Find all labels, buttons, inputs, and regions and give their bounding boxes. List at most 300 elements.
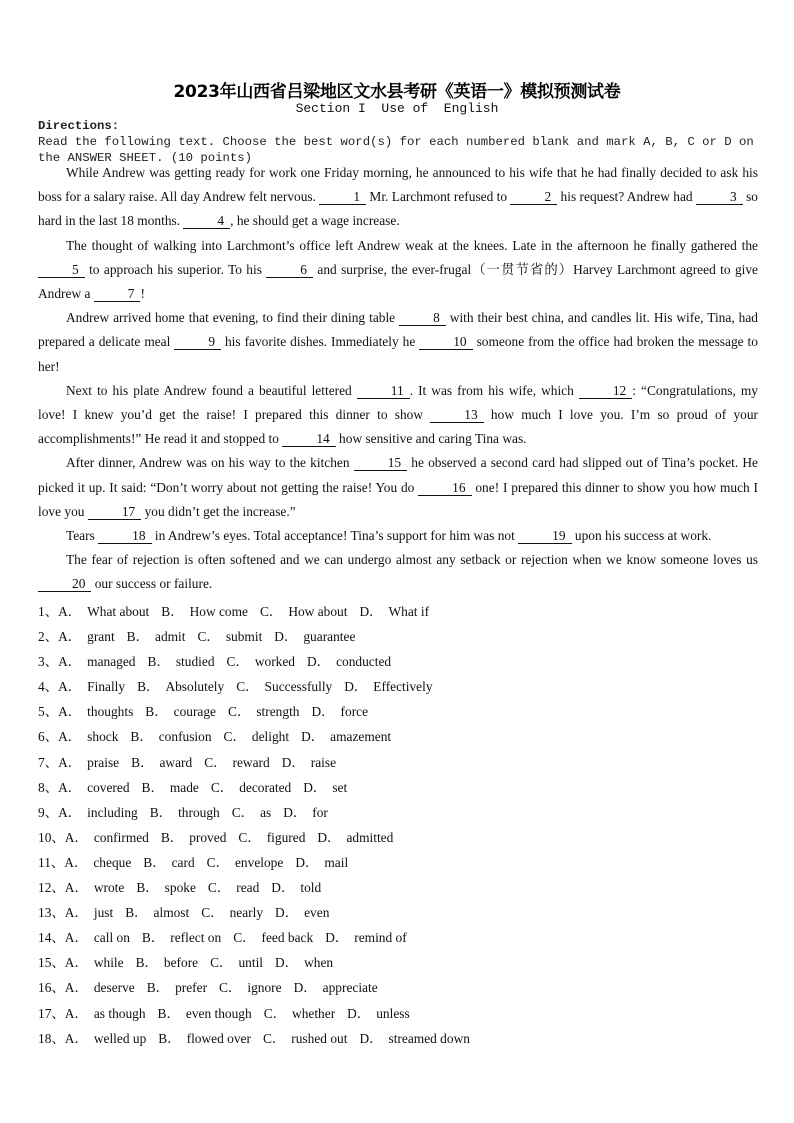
option-letter: A．: [58, 704, 82, 720]
option-text: submit: [225, 629, 263, 645]
option-text: How come: [189, 604, 248, 619]
text: his request? Andrew had: [557, 189, 696, 205]
blank-16: 16: [418, 480, 471, 496]
option-letter: C．: [263, 1005, 287, 1021]
option-text: feed back: [261, 930, 314, 946]
question-number: 13、: [38, 905, 65, 921]
question-item: [38, 699, 758, 724]
reading-passage: [38, 161, 758, 597]
option-text: streamed down: [388, 1030, 470, 1046]
option-a: [65, 830, 149, 845]
paragraph-6: [38, 524, 758, 548]
option-letter: B．: [130, 729, 153, 745]
blank-3: 3: [696, 189, 743, 205]
option-text: studied: [175, 654, 215, 670]
option-letter: D．: [359, 1030, 383, 1046]
option-c: [227, 654, 296, 669]
option-text: appreciate: [322, 980, 378, 996]
paragraph-1: [38, 161, 758, 234]
question-item: [38, 825, 758, 850]
option-letter: D．: [271, 880, 295, 896]
option-text: guarantee: [303, 629, 356, 645]
option-b: [127, 629, 186, 644]
option-b: [161, 830, 227, 845]
option-letter: C．: [228, 704, 251, 720]
option-letter: C．: [226, 654, 249, 670]
option-c: [228, 704, 299, 719]
option-d: [295, 855, 348, 870]
question-item: [38, 599, 758, 624]
option-text: as: [260, 804, 272, 820]
option-a: [65, 905, 113, 920]
option-a: [58, 729, 118, 744]
option-a: [65, 955, 124, 970]
text: While Andrew was getting ready for work one Friday morning, he announced to his wife that he had finally decided to ask his boss for a salary raise. All day Andrew felt nervous.: [38, 165, 758, 205]
text: our success or failure.: [91, 576, 213, 592]
question-number: 14、: [38, 930, 65, 946]
option-letter: A．: [64, 980, 88, 996]
question-number: 12、: [38, 880, 65, 896]
option-c: [264, 1006, 335, 1021]
option-b: [142, 780, 199, 795]
option-a: [58, 629, 115, 644]
option-c: [207, 855, 284, 870]
option-d: [271, 880, 321, 895]
option-letter: D．: [274, 629, 298, 645]
option-d: [344, 679, 432, 694]
option-letter: C．: [238, 829, 261, 845]
blank-6: 6: [266, 262, 313, 278]
option-letter: B．: [149, 804, 173, 820]
question-item: [38, 649, 758, 674]
question-number: 5、: [38, 704, 59, 720]
blank-12: 12: [579, 383, 632, 399]
option-letter: D．: [275, 955, 299, 971]
option-text: reward: [232, 754, 270, 770]
option-letter: A．: [58, 679, 82, 695]
option-b: [145, 704, 216, 719]
option-letter: B．: [145, 704, 168, 720]
option-d: [317, 830, 393, 845]
option-text: made: [169, 779, 199, 795]
blank-2: 2: [510, 189, 557, 205]
option-letter: D．: [307, 654, 331, 670]
blank-9: 9: [174, 334, 221, 350]
option-letter: B．: [125, 905, 148, 921]
blank-5: 5: [38, 262, 85, 278]
option-letter: C．: [197, 629, 220, 645]
option-letter: A．: [64, 1005, 88, 1021]
option-letter: B．: [147, 654, 170, 670]
option-c: [260, 604, 347, 619]
text: Mr. Larchmont refused to: [366, 189, 511, 205]
option-c: [204, 755, 270, 770]
paragraph-7: [38, 548, 758, 596]
option-text: including: [87, 804, 138, 820]
option-text: nearly: [229, 905, 264, 921]
option-d: [347, 1006, 410, 1021]
option-text: for: [312, 804, 328, 820]
question-number: 16、: [38, 980, 65, 996]
option-text: raise: [310, 754, 337, 770]
option-text: force: [340, 704, 369, 720]
option-text: flowed over: [186, 1030, 251, 1046]
option-text: card: [171, 854, 195, 870]
option-text: prefer: [175, 980, 208, 996]
question-number: 10、: [38, 829, 65, 845]
blank-4: 4: [183, 213, 230, 229]
option-letter: C．: [262, 1030, 286, 1046]
option-text: remind of: [354, 930, 407, 946]
blank-17: 17: [88, 504, 141, 520]
question-item: [38, 900, 758, 925]
option-c: [210, 955, 263, 970]
option-letter: D．: [303, 779, 327, 795]
text: in Andrew’s eyes. Total acceptance! Tina’s support for him was not: [151, 528, 519, 544]
question-number: 9、: [38, 804, 59, 820]
paragraph-4: [38, 379, 758, 452]
question-item: [38, 975, 758, 1000]
option-d: [275, 955, 333, 970]
text: someone from the office had broken the message to her!: [38, 334, 758, 374]
question-item: [38, 800, 758, 825]
option-text: read: [236, 880, 260, 896]
option-text: amazement: [330, 729, 392, 745]
option-b: [161, 604, 248, 619]
option-b: [142, 930, 221, 945]
section-subtitle: Section I Use of English: [295, 101, 499, 116]
option-a: [58, 780, 129, 795]
option-letter: B．: [146, 980, 170, 996]
option-text: mail: [324, 854, 349, 870]
option-letter: A．: [58, 754, 82, 770]
option-text: told: [300, 880, 322, 896]
option-letter: C．: [231, 804, 255, 820]
text: you didn’t get the increase.”: [141, 503, 296, 519]
option-text: decorated: [239, 779, 292, 795]
option-text: What about: [87, 604, 150, 619]
option-text: when: [304, 955, 334, 971]
option-text: award: [159, 754, 193, 770]
option-letter: D．: [275, 905, 299, 921]
option-text: praise: [87, 754, 120, 770]
option-text: while: [93, 955, 124, 971]
text: one! I prepared this dinner to show you how much I love you: [38, 479, 759, 519]
option-letter: D．: [293, 980, 317, 996]
option-b: [131, 755, 192, 770]
option-letter: C．: [201, 905, 224, 921]
option-letter: D．: [317, 829, 341, 845]
option-letter: D．: [347, 1005, 371, 1021]
option-letter: C．: [206, 854, 229, 870]
option-text: envelope: [234, 854, 284, 870]
option-c: [208, 880, 259, 895]
question-number: 4、: [38, 679, 59, 695]
option-text: even though: [185, 1005, 252, 1021]
option-text: Absolutely: [165, 679, 225, 695]
option-c: [233, 930, 313, 945]
option-letter: D．: [325, 930, 349, 946]
directions-label: Directions:: [38, 119, 120, 133]
option-text: Effectively: [373, 679, 433, 695]
option-letter: C．: [223, 729, 246, 745]
option-text: figured: [266, 829, 306, 845]
option-d: [311, 704, 368, 719]
option-a: [65, 980, 135, 995]
option-text: spoke: [164, 880, 196, 896]
option-a: [65, 1006, 146, 1021]
text: Andrew arrived home that evening, to find their dining table: [66, 310, 400, 326]
option-text: strength: [256, 704, 300, 720]
text: upon his success at work.: [571, 528, 712, 544]
option-b: [148, 654, 215, 669]
option-letter: D．: [295, 854, 319, 870]
option-text: reflect on: [170, 930, 222, 946]
option-d: [283, 805, 328, 820]
option-letter: D．: [301, 729, 325, 745]
option-a: [65, 880, 125, 895]
text: After dinner, Andrew was on his way to the kitchen: [66, 455, 354, 471]
option-text: rushed out: [291, 1030, 348, 1046]
option-d: [325, 930, 407, 945]
option-text: before: [163, 955, 199, 971]
page-title: 2023年山西省吕梁地区文水县考研《英语一》模拟预测试卷: [173, 82, 621, 102]
option-d: [359, 604, 429, 619]
blank-18: 18: [98, 528, 151, 544]
option-a: [65, 930, 130, 945]
text: Next to his plate Andrew found a beautiful lettered: [66, 382, 357, 398]
question-list: [38, 599, 758, 1051]
option-text: What if: [388, 604, 430, 619]
option-text: unless: [376, 1005, 410, 1021]
option-b: [125, 905, 189, 920]
option-text: through: [178, 804, 220, 820]
option-text: admitted: [346, 829, 394, 845]
question-number: 6、: [38, 729, 59, 745]
option-letter: C．: [210, 779, 234, 795]
option-letter: A．: [58, 629, 82, 645]
option-text: Successfully: [264, 679, 333, 695]
option-d: [275, 905, 329, 920]
option-letter: B．: [158, 1030, 181, 1046]
option-c: [201, 905, 263, 920]
option-letter: B．: [136, 880, 159, 896]
option-d: [307, 654, 391, 669]
text: how much I love you. I’m so proud of your accomplishments!” He read it and stopped to: [38, 407, 758, 447]
option-letter: C．: [210, 955, 233, 971]
blank-8: 8: [399, 310, 446, 326]
option-text: confusion: [158, 729, 212, 745]
blank-7: 7: [94, 286, 141, 302]
question-number: 17、: [38, 1005, 65, 1021]
option-letter: D．: [359, 604, 383, 619]
directions-text: Read the following text. Choose the best word(s) for each numbered blank and mark A, B, C or D on the ANSWER SHEET. (10 points): [38, 135, 754, 165]
option-text: admit: [155, 629, 186, 645]
option-text: confirmed: [93, 829, 149, 845]
option-letter: B．: [131, 754, 154, 770]
option-b: [143, 855, 194, 870]
option-text: almost: [153, 905, 190, 921]
option-d: [303, 780, 347, 795]
text: The thought of walking into Larchmont’s office left Andrew weak at the knees. Late in the afternoon he finally gathered the: [66, 237, 758, 253]
option-d: [282, 755, 336, 770]
option-letter: C．: [219, 980, 242, 996]
option-letter: B．: [161, 604, 184, 619]
option-c: [219, 980, 282, 995]
option-letter: A．: [64, 829, 88, 845]
option-a: [64, 855, 131, 870]
option-b: [147, 980, 207, 995]
text: with their best china, and candles lit. His wife, Tina, had prepared a delicate meal: [38, 310, 758, 350]
option-letter: B．: [143, 854, 166, 870]
option-text: managed: [87, 654, 136, 670]
text: he observed a second card had slipped out of Tina’s pocket. He picked it up. It said: “Don’t worry about not getting the raise! You do: [38, 455, 758, 495]
option-text: welled up: [93, 1030, 147, 1046]
paragraph-3: [38, 306, 758, 379]
option-text: wrote: [93, 880, 125, 896]
option-letter: D．: [283, 804, 307, 820]
question-item: [38, 1001, 758, 1026]
option-a: [58, 755, 119, 770]
option-letter: A．: [64, 1030, 88, 1046]
option-d: [274, 629, 355, 644]
text: so hard in the last 18 months.: [38, 189, 758, 229]
question-item: [38, 750, 758, 775]
option-b: [158, 1006, 252, 1021]
question-item: [38, 775, 758, 800]
option-text: cheque: [93, 854, 132, 870]
blank-19: 19: [518, 528, 571, 544]
option-letter: D．: [311, 704, 335, 720]
text: : “Congratulations, my love! I knew you’d get the raise! I prepared this dinner to show: [38, 382, 758, 423]
blank-20: 20: [38, 576, 91, 592]
option-c: [198, 629, 263, 644]
option-text: until: [238, 955, 264, 971]
option-letter: A．: [64, 930, 88, 946]
option-letter: A．: [58, 654, 82, 670]
option-text: even: [304, 905, 330, 921]
option-letter: A．: [58, 804, 82, 820]
question-number: 15、: [38, 955, 65, 971]
option-text: worked: [254, 654, 296, 670]
option-letter: B．: [157, 1005, 180, 1021]
option-text: proved: [189, 829, 227, 845]
option-a: [58, 679, 125, 694]
text: how sensitive and caring Tina was.: [335, 431, 527, 447]
option-letter: A．: [64, 854, 88, 870]
question-number: 7、: [38, 754, 59, 770]
option-letter: D．: [344, 679, 368, 695]
option-a: [58, 604, 149, 619]
option-text: just: [93, 905, 114, 921]
option-text: whether: [292, 1005, 336, 1021]
option-text: courage: [173, 704, 217, 720]
option-text: as though: [93, 1005, 146, 1021]
paragraph-2: [38, 234, 758, 307]
option-c: [224, 729, 290, 744]
option-c: [232, 805, 271, 820]
option-text: set: [332, 779, 348, 795]
option-letter: C．: [233, 930, 256, 946]
option-letter: B．: [160, 829, 184, 845]
question-item: [38, 950, 758, 975]
option-text: call on: [93, 930, 130, 946]
option-letter: A．: [64, 955, 88, 971]
option-letter: C．: [259, 604, 283, 619]
option-letter: B．: [141, 779, 164, 795]
option-a: [58, 704, 133, 719]
option-b: [158, 1031, 251, 1046]
blank-1: 1: [319, 189, 366, 205]
option-letter: C．: [207, 880, 231, 896]
question-number: 18、: [38, 1030, 65, 1046]
question-number: 8、: [38, 779, 59, 795]
option-a: [58, 654, 135, 669]
question-item: [38, 674, 758, 699]
option-text: thoughts: [87, 704, 134, 720]
question-item: [38, 724, 758, 749]
option-letter: B．: [126, 629, 149, 645]
option-letter: B．: [137, 679, 160, 695]
question-item: [38, 850, 758, 875]
blank-11: 11: [357, 383, 410, 399]
blank-10: 10: [419, 334, 472, 350]
option-c: [211, 780, 291, 795]
blank-13: 13: [430, 407, 483, 423]
question-item: [38, 925, 758, 950]
text: !: [140, 286, 145, 302]
text: and surprise, the ever-frugal（一贯节省的）Harvey Larchmont agreed to give Andrew a: [38, 261, 758, 302]
option-letter: B．: [135, 955, 158, 971]
option-text: grant: [87, 629, 115, 645]
option-b: [136, 955, 199, 970]
option-text: shock: [87, 729, 119, 745]
option-letter: A．: [64, 880, 88, 896]
text: The fear of rejection is often softened and we can undergo almost any setback or rejection when we know someone loves us: [66, 552, 758, 568]
paragraph-5: [38, 451, 758, 524]
option-text: deserve: [93, 980, 135, 996]
option-a: [65, 1031, 147, 1046]
option-letter: D．: [281, 754, 305, 770]
option-letter: C．: [204, 754, 227, 770]
option-text: ignore: [247, 980, 282, 996]
text: Tears: [66, 528, 99, 544]
text: to approach his superior. To his: [84, 261, 267, 277]
question-item: [38, 875, 758, 900]
option-c: [236, 679, 332, 694]
option-c: [238, 830, 305, 845]
text: his favorite dishes. Immediately he: [221, 334, 420, 350]
question-number: 3、: [38, 654, 59, 670]
option-c: [263, 1031, 348, 1046]
option-letter: A．: [58, 604, 82, 619]
blank-15: 15: [354, 455, 407, 471]
question-item: [38, 1026, 758, 1051]
option-b: [137, 679, 224, 694]
question-number: 2、: [38, 629, 59, 645]
option-letter: A．: [58, 729, 82, 745]
option-letter: B．: [141, 930, 165, 946]
option-text: covered: [87, 779, 130, 795]
option-letter: A．: [64, 905, 88, 921]
option-b: [136, 880, 196, 895]
option-a: [58, 805, 138, 820]
option-text: How about: [288, 604, 348, 619]
option-text: conducted: [336, 654, 392, 670]
option-d: [301, 729, 391, 744]
question-number: 1、: [38, 604, 59, 619]
text: , he should get a wage increase.: [230, 213, 400, 229]
